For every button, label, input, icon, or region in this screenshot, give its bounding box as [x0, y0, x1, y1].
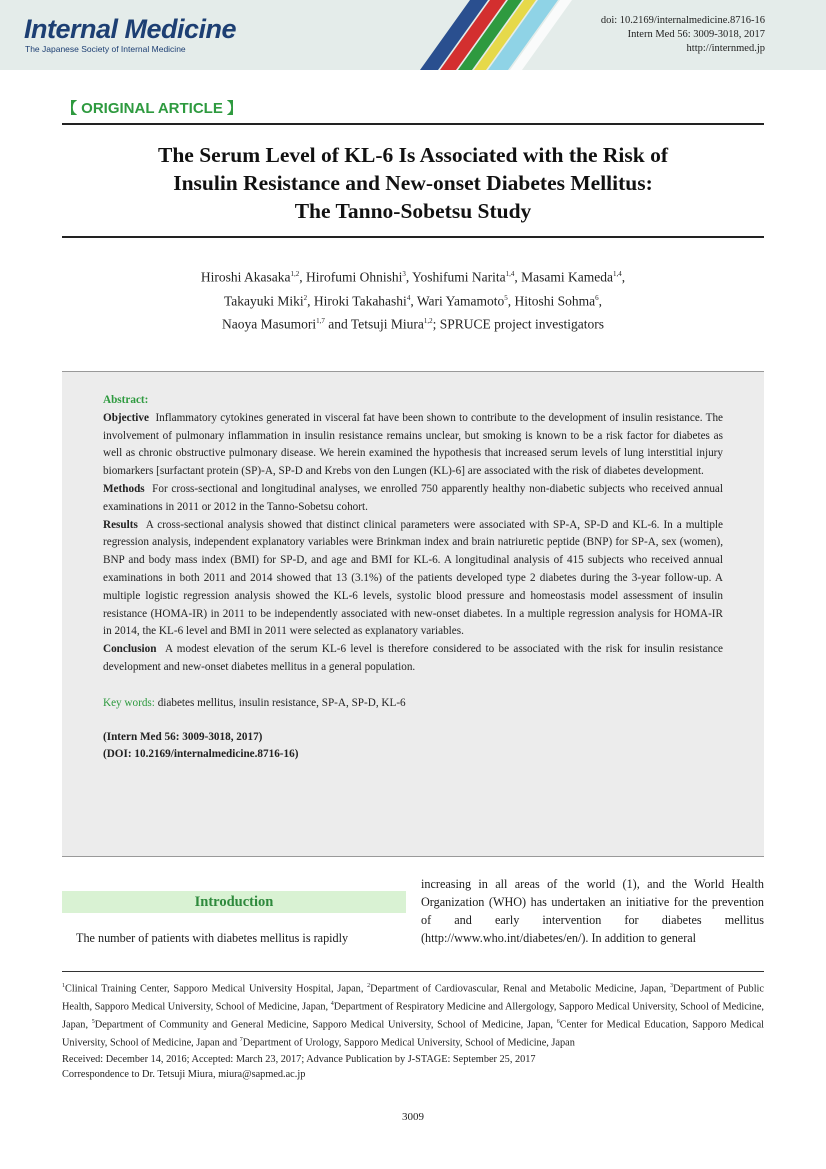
journal-name: Internal Medicine	[24, 14, 237, 44]
citation-text: Intern Med 56: 3009-3018, 2017	[627, 29, 765, 40]
author-affiliation: 2	[303, 293, 308, 302]
author-list	[62, 264, 764, 335]
author-name: Takayuki Miki	[223, 293, 304, 308]
article-meta	[601, 14, 765, 56]
title-top-rule	[62, 123, 764, 125]
abstract-content	[103, 392, 723, 764]
intro-right-column: increasing in all areas of the world (1), and the World Health Organization (WHO) has undertaken an initiative for the prevention of and early intervention for diabetes mellitus (http://www.who.int/diabetes/en/). In addition to general	[421, 877, 764, 945]
abstract-methods: Methods For cross-sectional and longitudinal analyses, we enrolled 750 apparently healthy non-diabetic subjects who received annual examinations in 2011 or 2012 in the Tanno-Sobetsu cohort.	[103, 482, 723, 513]
author-affiliation: 3	[402, 270, 406, 278]
author-name: Yoshifumi Narita	[412, 269, 506, 285]
received-dates: Received: December 14, 2016; Accepted: March 23, 2017; Advance Publication by J-STAGE: September 25, 2017	[62, 1053, 536, 1065]
section-label: Results	[103, 518, 138, 531]
author-affiliation: 4	[406, 293, 411, 302]
title-bottom-rule	[62, 236, 764, 238]
keywords-label: Key words:	[103, 696, 155, 709]
author-name: Hiroki Takahashi	[313, 293, 407, 308]
section-label: Conclusion	[103, 643, 157, 656]
author-line: Takayuki Miki$^2$, Hiroki Takahashi$^4$, Wari Yamamoto$^5$, Hitoshi Sohma$^6$,	[223, 293, 603, 308]
abstract-objective: Objective Inflammatory cytokines generated in visceral fat have been shown to contribute to the development of insulin resistance. The involvement of pulmonary inflammation in insulin resistance remains unclear, but smoking is known to be a risk factor for diabetes as well as chronic obstructive pulmonary disease. We herein examined the hypothesis that increased serum levels of lung interstitial injury biomarkers [surfactant protein (SP)-A, SP-D and Krebs von den Lungen (KL)-6] are associated with the risk of diabetes development.	[103, 411, 724, 478]
correspondence: Correspondence to Dr. Tetsuji Miura, miura@sapmed.ac.jp	[62, 1069, 306, 1081]
footnotes	[62, 979, 764, 1083]
author-affiliation: 6	[595, 293, 599, 302]
author-name: Hitoshi Sohma	[514, 293, 596, 308]
abstract-conclusion: Conclusion A modest elevation of the serum KL-6 level is therefore considered to be associated with the risk for insulin resistance development and new-onset diabetes mellitus in a general population.	[103, 643, 724, 673]
author-affiliation: 1,4	[505, 270, 515, 278]
doi-line: (DOI: 10.2169/internalmedicine.8716-16)	[103, 748, 299, 761]
author-line: Hiroshi Akasaka$^{1,2}$, Hirofumi Ohnishi$^3$, Yoshifumi Narita$^{1,4}$, Masami Kameda$^{1,4}$,	[200, 269, 626, 285]
keywords-text: diabetes mellitus, insulin resistance, SP-A, SP-D, KL-6	[157, 696, 406, 709]
section-label: Objective	[103, 411, 149, 424]
author-affiliation: 1,2	[423, 317, 433, 325]
journal-society: The Japanese Society of Internal Medicine	[25, 44, 186, 54]
author-affiliation: 1,4	[612, 270, 622, 278]
title-line: The Serum Level of KL-6 Is Associated with the Risk of	[157, 143, 669, 167]
header-stripes-graphic	[360, 0, 600, 70]
introduction-heading: Introduction	[62, 891, 406, 913]
article-type-label: 【 ORIGINAL ARTICLE 】	[62, 100, 243, 117]
title-line: Insulin Resistance and New-onset Diabetes Mellitus:	[173, 171, 653, 195]
section-label: Methods	[103, 482, 145, 495]
author-affiliation: 5	[504, 293, 508, 302]
author-name: Naoya Masumori	[222, 316, 317, 332]
article-title	[62, 141, 764, 225]
abstract-results: Results A cross-sectional analysis showed that distinct clinical parameters were associated with SP-A, SP-D and KL-6. In a multiple regression analysis, independent explanatory variables were Brinkman index and brain natriuretic peptide (BNP) for SP-A, sex (women), BNP and body mass index (BMI) for SP-D, and age and BMI for KL-6. A longitudinal analysis of 415 subjects who received annual examinations in both 2011 and 2014 showed that 13 (3.1%) of the patients developed type 2 diabetes during the 3-year follow-up. A multiple logistic regression analysis showed the KL-6 levels, systolic blood pressure and homeostasis model assessment of insulin resistance (HOMA-IR) in 2011 to be independently associated with new-onset diabetes. In a multiple regression analysis for HOMA-IR in 2014, the KL-6 level and BMI in 2011 were selected as explanatory variables.	[103, 518, 723, 638]
affiliations: $^1$Clinical Training Center, Sapporo Medical University Hospital, Japan, $^2$Department of Cardiovascular, Renal and Metabolic Medicine, Japan, $^3$Department of Public Health, Sapporo Medical University, School of Medicine, Japan, $^4$Department of Respiratory Medicine and Allergology, Sapporo Medical University, School of Medicine, Japan, $^5$Department of Community and General Medicine, Sapporo Medical University, School of Medicine, Japan, $^6$Center for Medical Education, Sapporo Medical University, School of Medicine, Japan and $^7$Department of Urology, Sapporo Medical University, School of Medicine, Japan	[62, 983, 765, 1049]
doi-text: doi: 10.2169/internalmedicine.8716-16	[600, 15, 765, 26]
title-line: The Tanno-Sobetsu Study	[294, 199, 532, 223]
footnote-rule	[62, 971, 764, 972]
author-name: Hiroshi Akasaka	[200, 269, 291, 285]
page-number: 3009	[402, 1111, 424, 1123]
abstract-heading: Abstract:	[103, 394, 149, 406]
journal-header-band	[0, 0, 826, 70]
intro-left-column: The number of patients with diabetes mellitus is rapidly	[76, 931, 349, 945]
author-affiliation: 1,7	[316, 317, 325, 325]
citation-line: (Intern Med 56: 3009-3018, 2017)	[103, 730, 263, 743]
abstract-box	[62, 371, 764, 857]
keywords-line	[103, 695, 723, 713]
author-name: Hirofumi Ohnishi	[306, 269, 403, 285]
author-affiliation: 1,2	[290, 270, 300, 278]
author-line: Naoya Masumori$^{1,7}$ and Tetsuji Miura$^{1,2}$; SPRUCE project investigators	[222, 316, 604, 332]
author-name: Masami Kameda	[521, 269, 613, 285]
journal-url[interactable]: http://internmed.jp	[686, 43, 765, 54]
author-name: Wari Yamamoto	[416, 293, 505, 308]
author-name: Tetsuji Miura	[350, 316, 424, 332]
